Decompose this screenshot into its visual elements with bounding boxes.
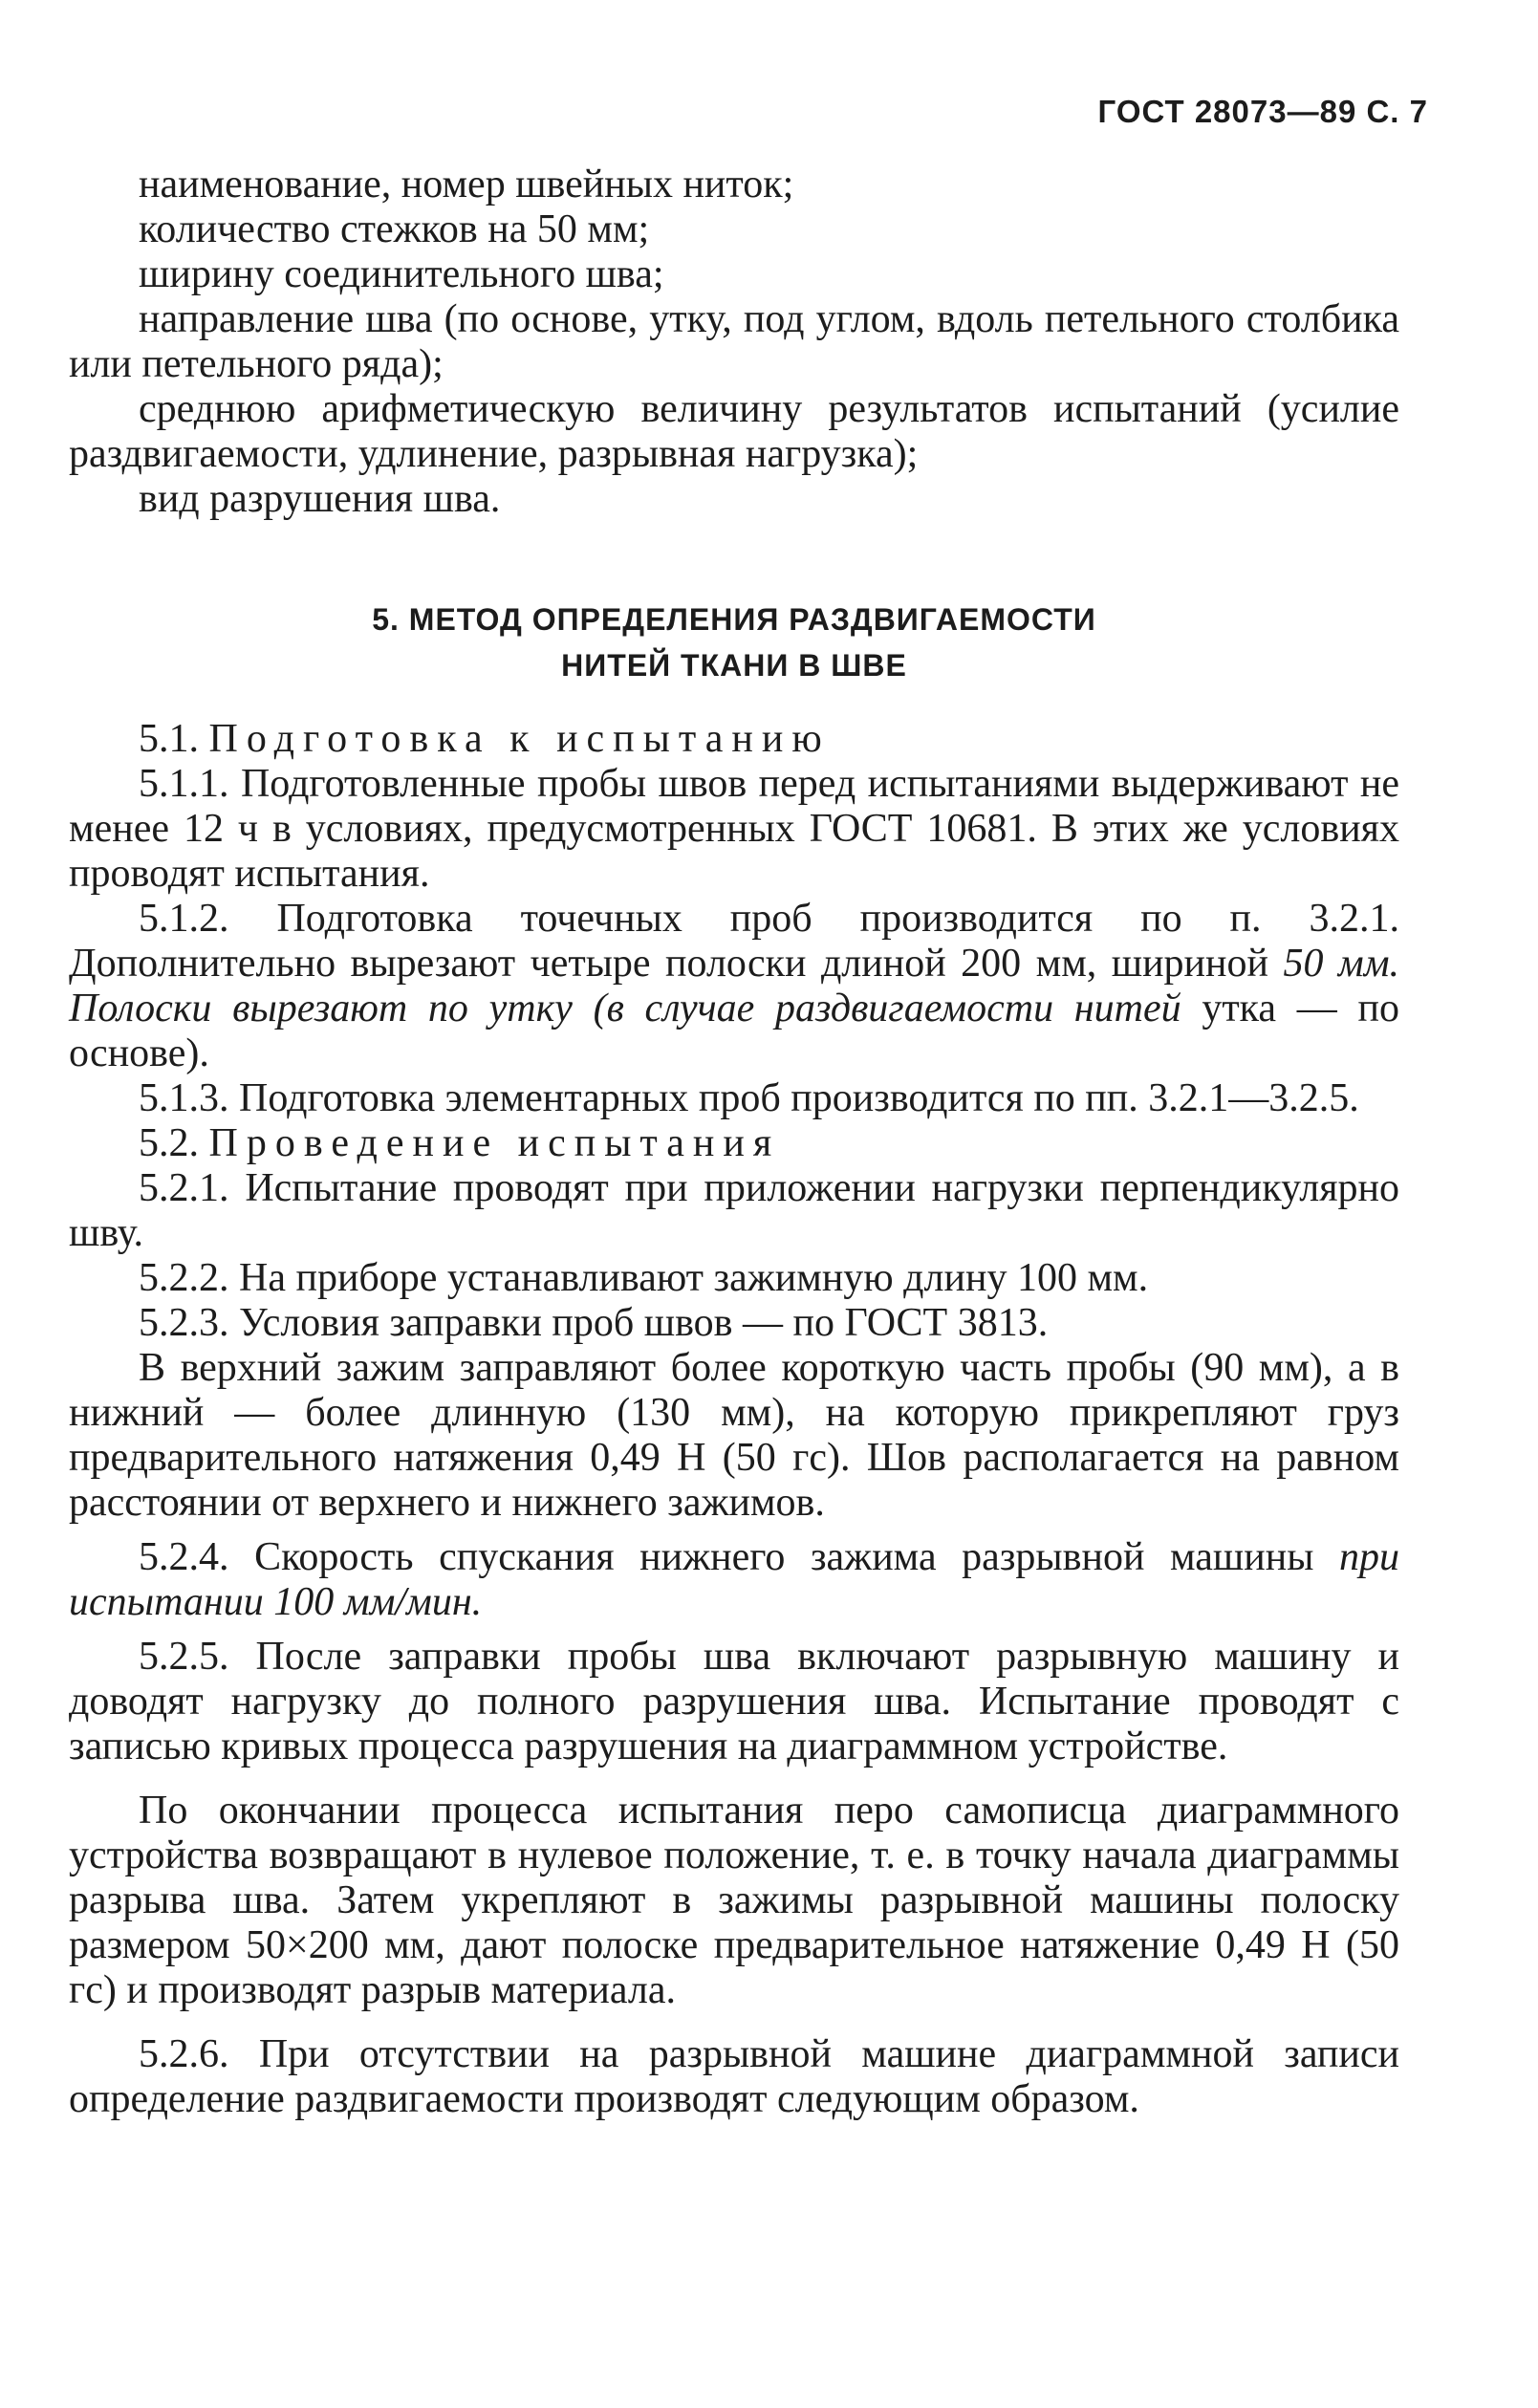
report-item: среднюю арифметическую величину результатов испытаний (усилие раздвигаемости, удлинение, разрывная нагрузка); <box>69 387 1399 476</box>
clause-number: 5.2. <box>139 1121 199 1165</box>
page-header: ГОСТ 28073—89 С. 7 <box>1097 94 1428 129</box>
clause-5-2-3-paragraph: В верхний зажим заправляют более короткую часть пробы (90 мм), а в нижний — более длинную (130 мм), на которую прикрепляют груз предварительного натяжения 0,49 Н (50 гс). Шов располагается на равном расстоянии от верхнего и нижнего зажимов. <box>69 1346 1399 1525</box>
subsection-title: Подготовка к испытанию <box>208 717 831 761</box>
clause-5-1-2 <box>69 897 1399 1076</box>
clause-5-2-3: 5.2.3. Условия заправки проб швов — по ГОСТ 3813. <box>139 1301 1049 1345</box>
clause-text: 5.1.2. Подготовка точечных проб производится по п. 3.2.1. Дополнительно вырезают четыре полоски длиной 200 мм, шириной <box>69 897 1399 986</box>
clause-text: утка — по основе). <box>69 987 1399 1075</box>
report-item: наименование, номер швейных ниток; <box>139 163 794 206</box>
subsection-title: Проведение испытания <box>208 1121 781 1165</box>
clause-5-2-2: 5.2.2. На приборе устанавливают зажимную длину 100 мм. <box>139 1256 1149 1300</box>
subsection-heading-5-1 <box>69 717 1399 762</box>
clause-5-1-3: 5.1.3. Подготовка элементарных проб производится по пп. 3.2.1—3.2.5. <box>139 1076 1359 1120</box>
section-title <box>69 597 1399 688</box>
clause-5-2-5: 5.2.5. После заправки пробы шва включают разрывную машину и доводят нагрузку до полного разрушения шва. Испытание проводят с записью кривых процесса разрушения на диаграммном устройстве. <box>69 1635 1399 1768</box>
report-item: ширину соединительного шва; <box>139 252 664 296</box>
clause-5-2-6: 5.2.6. При отсутствии на разрывной машине диаграммной записи определение раздвигаемости производят следующим образом. <box>69 2032 1399 2121</box>
clause-number: 5.1. <box>139 717 199 761</box>
subsection-heading-5-2 <box>69 1121 1399 1166</box>
clause-text: 5.2.4. Скорость спускания нижнего зажима разрывной машины <box>139 1535 1314 1579</box>
clause-text-italic: 50 мм. Полоски вырезают по утку (в случае раздвигаемости нитей <box>69 942 1400 1030</box>
clause-5-1-1: 5.1.1. Подготовленные пробы швов перед испытаниями выдерживают не менее 12 ч в условиях, предусмотренных ГОСТ 10681. В этих же условиях проводят испытания. <box>69 762 1399 896</box>
clause-5-2-4 <box>69 1535 1399 1625</box>
report-item: количество стежков на 50 мм; <box>139 207 650 251</box>
clause-5-2-5-paragraph: По окончании процесса испытания перо самописца диаграммного устройства возвращают в нулевое положение, т. е. в точку начала диаграммы разрыва шва. Затем укрепляют в зажимы разрывной машины полоску размером 50×200 мм, дают полоске предварительное натяжение 0,49 Н (50 гс) и производят разрыв материала. <box>69 1789 1399 2012</box>
page-body <box>69 163 1399 2122</box>
section-title-line-2: НИТЕЙ ТКАНИ В ШВЕ <box>561 648 907 683</box>
report-item: направление шва (по основе, утку, под углом, вдоль петельного столбика или петельного ряда); <box>69 297 1399 386</box>
report-item: вид разрушения шва. <box>139 477 501 521</box>
clause-text-italic: при испытании 100 мм/мин. <box>69 1535 1400 1624</box>
clause-5-2-1: 5.2.1. Испытание проводят при приложении нагрузки перпендикулярно шву. <box>69 1166 1399 1255</box>
section-title-line-1: 5. МЕТОД ОПРЕДЕЛЕНИЯ РАЗДВИГАЕМОСТИ <box>372 602 1096 637</box>
